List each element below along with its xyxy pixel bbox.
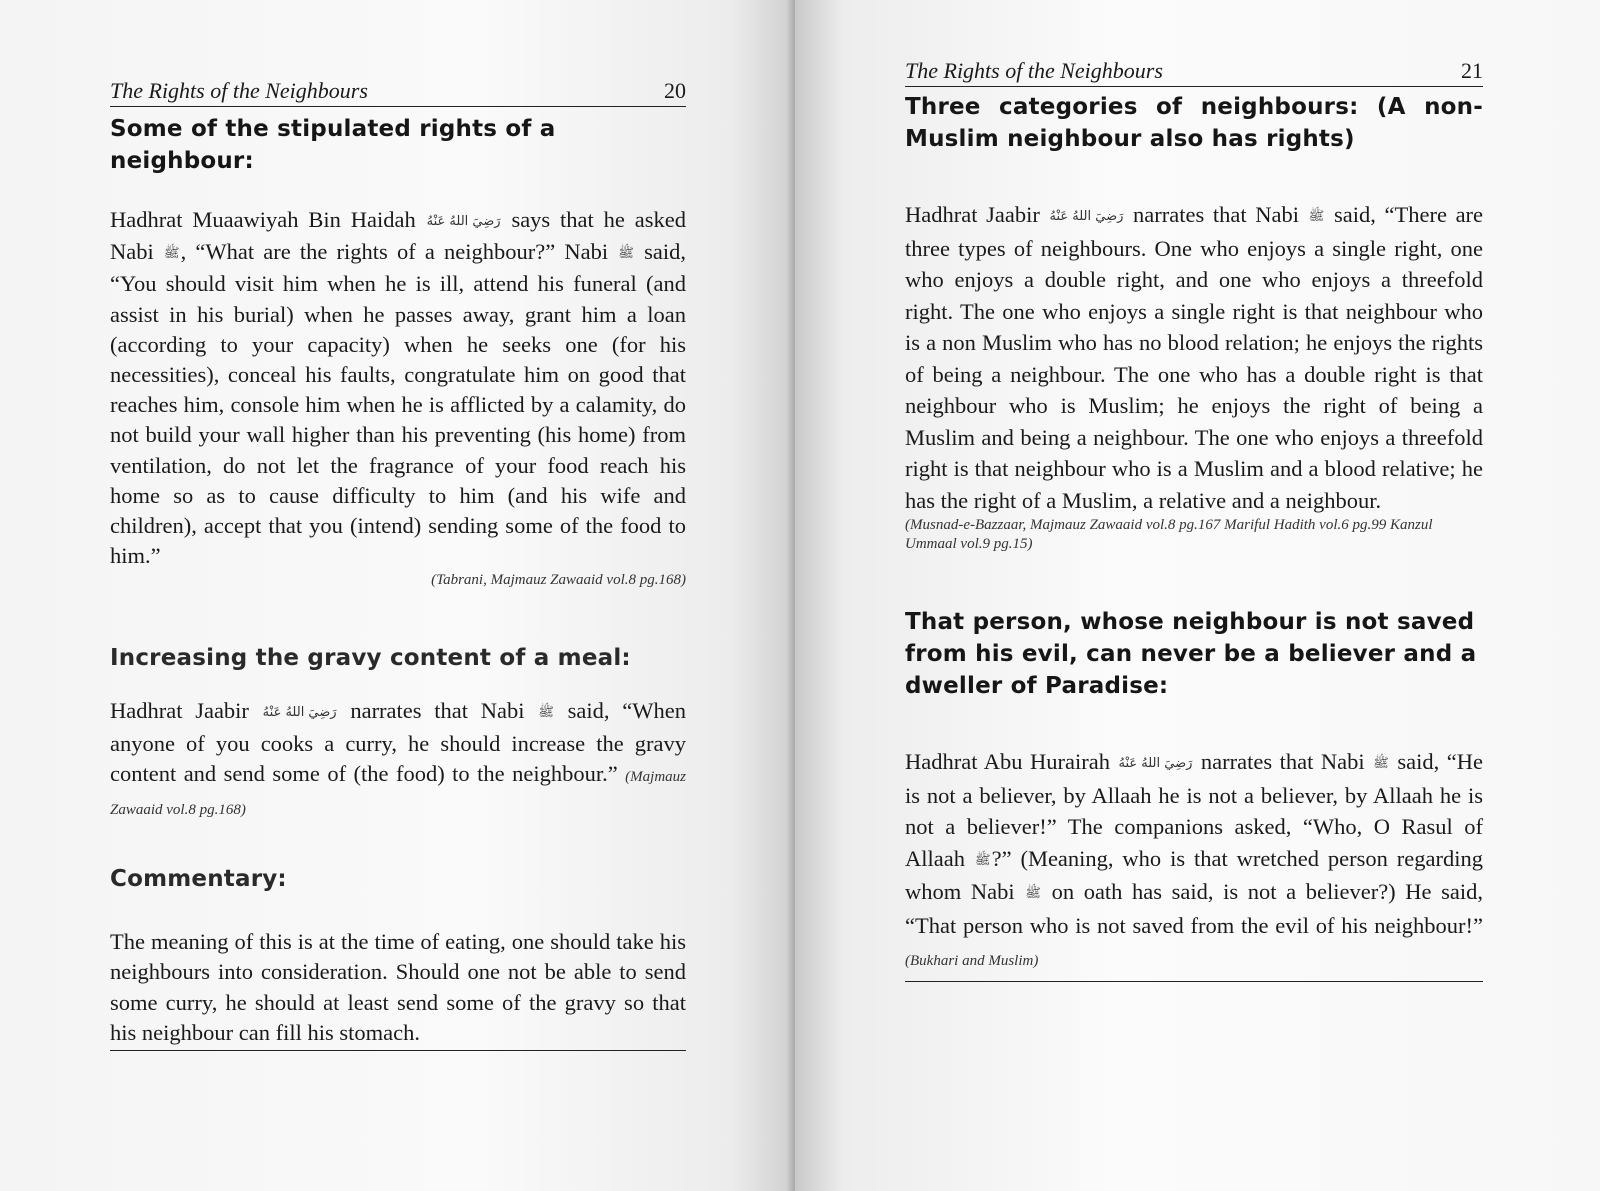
honorific-glyph: ﷺ [538,705,554,721]
body-paragraph [110,696,686,825]
right-page [795,0,1600,1191]
honorific-glyph: ﷺ [1025,886,1041,902]
text-run: Hadhrat Jaabir [110,698,249,724]
body-paragraph [110,205,686,571]
citation: (Majmauz Zawaaid vol.8 pg.168) [110,768,686,819]
honorific-glyph: ﷺ [618,246,634,262]
citation: (Bukhari and Muslim) [905,952,1039,969]
left-page [0,0,795,1191]
honorific-glyph: ﷺ [163,246,180,262]
page-number: 21 [1461,58,1483,83]
body-paragraph: The meaning of this is at the time of eating, one should take his neighbours into consideration. Should one not be able to send some curry, he should at least send some of the gravy so that his neighbour can fill his stomach. [110,927,686,1051]
running-header [905,58,1483,87]
running-header-title: The Rights of the Neighbours [905,58,1163,83]
section-heading: Commentary: [110,866,287,893]
body-paragraph [905,746,1483,982]
section-heading: Some of the stipulated rights of a neighbour: [110,116,556,174]
section-heading: That person, whose neighbour is not saved from his evil, can never be a believer and a dweller of Paradise: [905,609,1477,699]
honorific-glyph: ﷺ [974,852,991,868]
text-run: said, “He is not a believer, by Allaah he is not a believer, by Allaah he is not a believer!” The companions asked, “Who, O Rasul of Allaah [905,749,1483,871]
body-paragraph [905,199,1483,516]
right-page-column [905,58,1483,982]
honorific-glyph: رَضِيَ اللهُ عَنْهُ [1049,209,1124,224]
honorific-glyph: رَضِيَ اللهُ عَنْهُ [1118,756,1193,771]
text-run: , “What are the rights of a neighbour?” Nabi [180,239,609,265]
honorific-glyph: ﷺ [1308,209,1325,224]
page-number: 20 [664,78,686,103]
running-header [110,78,686,107]
left-page-column [110,78,686,1051]
text-run: Hadhrat Muaawiyah Bin Haidah [110,207,416,232]
text-run: said, “There are three types of neighbours. One who enjoys a single right, one who enjoys a double right, and one who enjoys a threefold right. The one who enjoys a single right is that neighbour who is a non Muslim who has no blood relation; he enjoys the rights of being a neighbour. The one who has a double right is that neighbour who is Muslim; he enjoys the right of being a Muslim and being a neighbour. The one who enjoys a threefold right is that neighbour who is a Muslim and a blood relative; he has the right of a Muslim, a relative and a neighbour. [905,202,1484,513]
honorific-glyph: رَضِيَ اللهُ عَنْهُ [426,214,501,229]
text-run: Hadhrat Jaabir [905,202,1040,227]
text-run: narrates that Nabi [1133,202,1299,227]
text-run: narrates that Nabi [350,698,525,724]
citation: (Tabrani, Majmauz Zawaaid vol.8 pg.168) [431,572,686,589]
running-header-title: The Rights of the Neighbours [110,78,368,103]
text-run: on oath has said, is not a believer?) He said, “That person who is not saved from the evil of his neighbour!” [905,879,1484,938]
text-run: said, “You should visit him when he is ill, attend his funeral (and assist in his burial) when he passes away, grant him a loan (according to your capacity) when he seeks one (for his necessities), conceal his faults, congratulate him on good that reaches him, console him when he is afflicted by a calamity, do not build your wall higher than his preventing (his home) from ventilation, do not let the fragrance of your food reach his home so as to cause difficulty to him (and his wife and children), accept that you (intend) sending some of the food to him.” [110,239,686,569]
section-heading: Increasing the gravy content of a meal: [110,645,631,672]
text-run: narrates that Nabi [1200,749,1365,774]
honorific-glyph: رَضِيَ اللهُ عَنْهُ [262,705,337,721]
honorific-glyph: ﷺ [1373,756,1389,771]
citation: (Musnad-e-Bazzaar, Majmauz Zawaaid vol.8 pg.167 Mariful Hadith vol.6 pg.99 Kanzul Ummaal vol.9 pg.15) [905,517,1433,552]
text-run: ?” (Meaning, who is that wretched person regarding whom Nabi [905,845,1484,905]
section-heading: Three categories of neighbours: (A non-Muslim neighbour also has rights) [905,94,1483,152]
text-run: Hadhrat Abu Hurairah [905,749,1110,774]
text-run: says that he asked Nabi [110,207,686,265]
text-run: said, “When anyone of you cooks a curry, he should increase the gravy content and send some of (the food) to the neighbour.” [110,698,686,786]
